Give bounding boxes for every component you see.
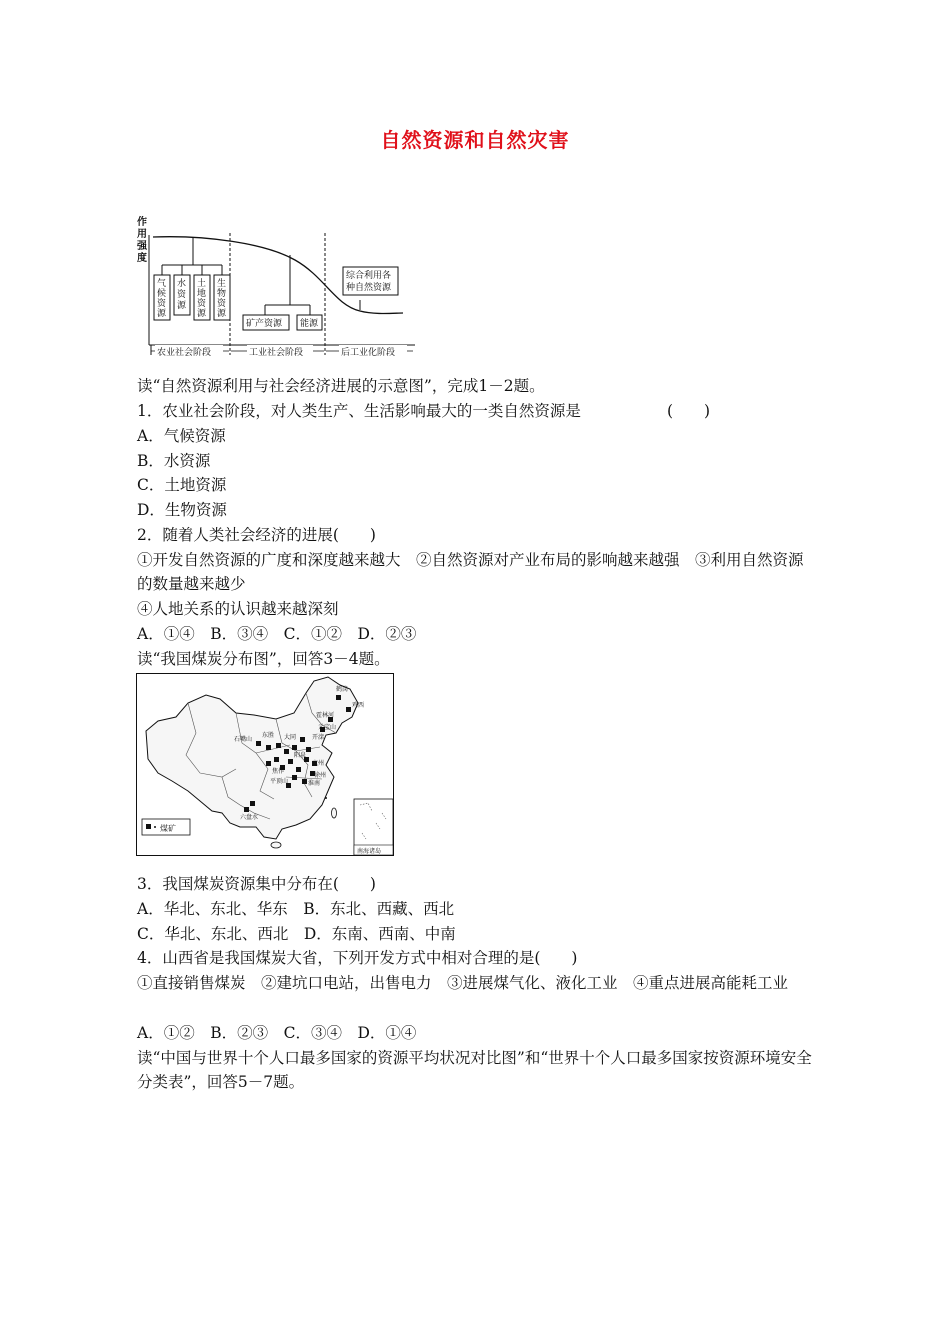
industrial-box-energy (297, 315, 322, 330)
agri-box-climate (154, 275, 170, 320)
agri-box-water (174, 275, 190, 315)
y-axis-label (136, 215, 148, 264)
intro-text-2: 读“我国煤炭分布图”，回答3－4题。 (137, 650, 390, 668)
q1-option-d: D．生物资源 (137, 501, 227, 519)
stage-industrial: 工业社会阶段 (249, 348, 304, 358)
svg-text:能源: 能源 (300, 319, 319, 329)
label-yangquan: 阳泉 (294, 752, 307, 759)
q3-options-cd: C．华北、东北、西北 D．东南、西南、中南 (137, 925, 456, 943)
label-liupanshui: 六盘水 (240, 814, 259, 821)
svg-text:土: 土 (197, 279, 207, 289)
stage-agri: 农业社会阶段 (157, 348, 212, 358)
svg-text:资: 资 (217, 299, 227, 309)
svg-text:矿产资源: 矿产资源 (246, 319, 283, 329)
q3-options-ab: A．华北、东北、华东 B．东北、西藏、西北 (137, 900, 455, 918)
svg-text:地: 地 (197, 289, 207, 299)
svg-text:种自然资源: 种自然资源 (346, 283, 392, 293)
agri-box-biological (214, 275, 230, 320)
question-1: 1．农业社会阶段，对人类生产、生活影响最大的一类自然资源是 ( ) (137, 402, 711, 420)
question-4: 4．山西省是我国煤炭大省，下列开发方式中相对合理的是( ) (137, 949, 578, 967)
post-industrial-box (343, 267, 398, 295)
svg-text:水: 水 (177, 279, 187, 289)
svg-text:源: 源 (217, 309, 227, 319)
label-jixi: 鸡西 (352, 702, 365, 709)
svg-text:源: 源 (157, 309, 167, 319)
page-title: 自然资源和自然灾害 (380, 128, 570, 152)
label-yuanbaoshan: 元宝山 (318, 724, 337, 731)
svg-text:作: 作 (137, 217, 147, 228)
svg-text:用: 用 (137, 229, 147, 240)
q1-option-c: C．土地资源 (137, 476, 227, 494)
agri-box-land (194, 275, 210, 320)
q2-statements: ①开发自然资源的广度和深度越来越大 ②自然资源对产业布局的影响越来越强 ③利用自然资源的数量越来越少 (137, 551, 804, 593)
label-shizuishan: 石嘴山 (234, 736, 253, 743)
svg-text:资: 资 (177, 290, 187, 300)
south-china-sea-inset (354, 799, 393, 855)
q4-statements: ①直接销售煤炭 ②建坑口电站，出售电力 ③进展煤气化、液化工业 ④重点进展高能耗工业 (137, 974, 789, 992)
q1-option-a: A．气候资源 (137, 427, 226, 445)
svg-text:资: 资 (197, 299, 207, 309)
label-xuzhou: 徐州 (314, 772, 327, 779)
label-pingdingshan: 平顶山 (270, 778, 289, 785)
china-coal-map (136, 673, 394, 856)
q2-options: A．①④ B．③④ C．①② D．②③ (137, 625, 417, 643)
question-3: 3．我国煤炭资源集中分布在( ) (137, 875, 376, 893)
svg-text:度: 度 (137, 253, 147, 264)
intro-text-3: 读“中国与世界十个人口最多国家的资源平均状况对比图”和“世界十个人口最多国家按资源环境安全分类表”，回答5－7题。 (137, 1049, 812, 1091)
svg-text:资: 资 (157, 299, 167, 309)
svg-text:南海诸岛: 南海诸岛 (357, 848, 382, 855)
q2-statement-4: ④人地关系的认识越来越深刻 (137, 600, 339, 618)
label-jiaozuo: 焦作 (272, 768, 285, 775)
label-huolinhe: 霍林河 (316, 712, 335, 719)
label-huainan: 淮南 (308, 780, 321, 787)
label-dongsheng: 东胜 (262, 732, 275, 739)
question-2: 2．随着人类社会经济的进展( ) (137, 526, 376, 544)
svg-text:生: 生 (217, 279, 227, 289)
industrial-box-mineral (243, 315, 289, 330)
label-hegang: 鹤岗 (336, 686, 349, 693)
svg-text:源: 源 (197, 309, 207, 319)
label-yanzhou: 兖州 (312, 760, 325, 767)
q4-options: A．①② B．②③ C．③④ D．①④ (137, 1024, 417, 1042)
svg-text:候: 候 (157, 289, 167, 299)
resource-stage-diagram (135, 205, 420, 360)
intro-text-1: 读“自然资源利用与社会经济进展的示意图”，完成1－2题。 (137, 377, 545, 395)
svg-text:气: 气 (157, 279, 167, 289)
q1-option-b: B．水资源 (137, 452, 211, 470)
svg-text:强: 强 (137, 241, 147, 252)
svg-text:综合利用各: 综合利用各 (346, 271, 392, 281)
label-datong: 大同 (284, 734, 297, 741)
svg-text:源: 源 (177, 301, 187, 311)
stage-post: 后工业化阶段 (341, 348, 396, 358)
map-legend (142, 819, 190, 835)
svg-text:煤矿: 煤矿 (160, 824, 176, 833)
label-kailuan: 开滦 (312, 734, 325, 741)
svg-text:物: 物 (217, 289, 227, 299)
